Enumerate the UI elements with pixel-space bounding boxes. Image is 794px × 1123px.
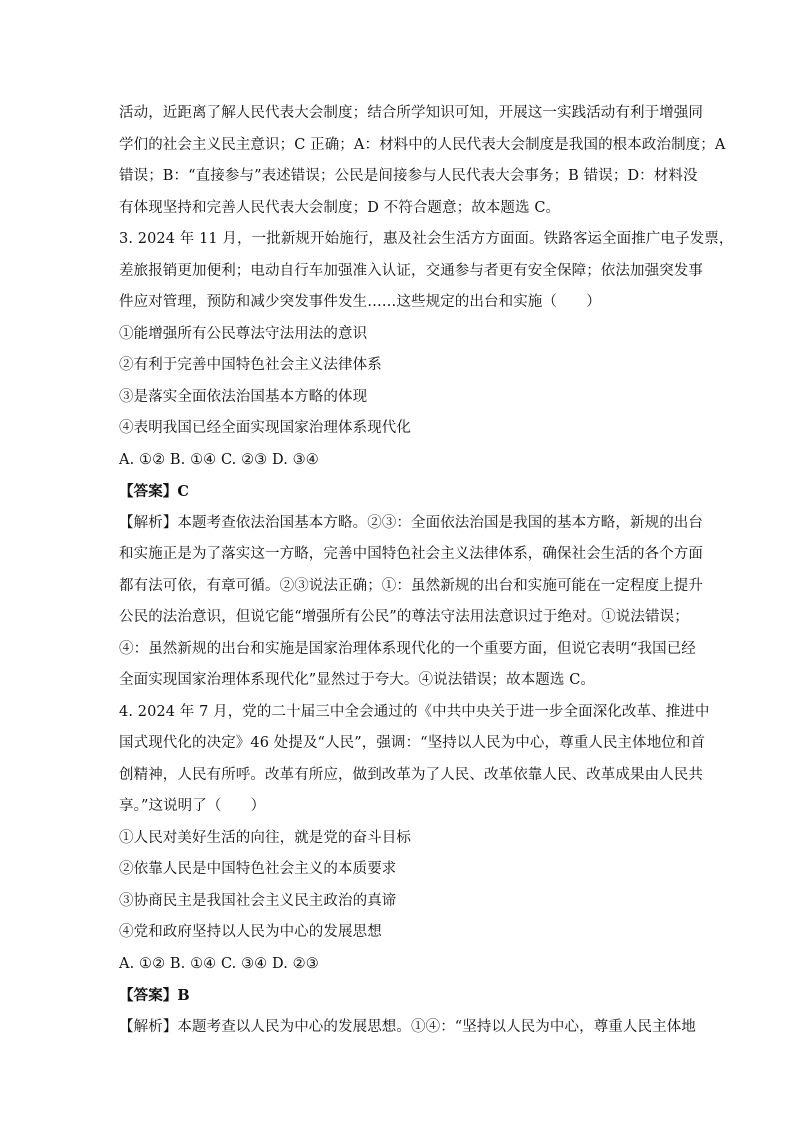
text-line: ③是落实全面依法治国基本方略的体现: [119, 388, 368, 405]
text-line: 和实施正是为了落实这一方略，完善中国特色社会主义法律体系，确保社会生活的各个方面: [119, 546, 703, 562]
text-line: ①能增强所有公民尊法守法用法的意识: [119, 325, 368, 342]
text-line: 公民的法治意识，但说它能“增强所有公民”的尊法守法用法意识过于绝对。①说法错误；: [119, 609, 689, 625]
text-line: 3. 2024 年 11 月，一批新规开始施行，惠及社会生活方方面面。铁路客运全面推广电子发票，: [119, 231, 734, 247]
text-line: 件应对管理，预防和减少突发事件发生……这些规定的出台和实施（ ）: [119, 294, 601, 310]
paragraph: [119, 697, 710, 823]
text-line: 差旅报销更加便利；电动自行车加强准入认证，交通参与者更有安全保障；依法加强突发事: [119, 262, 703, 279]
paragraph: [119, 886, 679, 918]
text-line: ②有利于完善中国特色社会主义法律体系: [119, 357, 382, 373]
paragraph: [119, 508, 703, 697]
text-line: 学们的社会主义民主意识；C 正确；A：材料中的人民代表大会制度是我国的根本政治制度；A: [119, 136, 726, 153]
paragraph: [119, 823, 679, 855]
text-line: ④：虽然新规的出台和实施是国家治理体系现代化的一个重要方面，但说它表明“我国已经: [119, 640, 696, 657]
text-line: 活动，近距离了解人民代表大会制度；结合所学知识可知，开展这一实践活动有利于增强同: [119, 105, 703, 121]
text-line: 国式现代化的决定》46 处提及“人民”，强调：“坚持以人民为中心，尊重人民主体地位和首: [119, 735, 706, 751]
text-line: ③协商民主是我国社会主义民主政治的真谛: [119, 892, 397, 909]
paragraph: [119, 980, 679, 1012]
text-line: 创精神，人民有所呼。改革有所应，做到改革为了人民、改革依靠人民、改革成果由人民共: [119, 766, 703, 783]
text-line: 错误；B：“直接参与”表述错误；公民是间接参与人民代表大会事务；B 错误；D：材料没: [119, 168, 698, 184]
paragraph: [119, 224, 734, 319]
paragraph: [119, 445, 679, 477]
paragraph: [119, 319, 679, 351]
text-line: ②依靠人民是中国特色社会主义的本质要求: [119, 861, 397, 877]
paragraph: [119, 917, 679, 949]
text-line: A. ①② B. ①④ C. ②③ D. ③④: [119, 451, 319, 468]
paragraph: [119, 98, 726, 224]
text-line: 全面实现国家治理体系现代化”显然过于夸大。④说法错误；故本题选 C。: [119, 672, 596, 688]
text-line: 享。”这说明了（ ）: [119, 798, 266, 814]
text-line: 都有法可依，有章可循。②③说法正确；①：虽然新规的出台和实施可能在一定程度上提升: [119, 577, 703, 594]
text-line: 【答案】C: [119, 483, 190, 500]
text-line: A. ①② B. ①④ C. ③④ D. ②③: [119, 955, 319, 972]
text-line: 【解析】本题考查依法治国基本方略。②③：全面依法治国是我国的基本方略，新规的出台: [119, 514, 703, 531]
text-line: ④表明我国已经全面实现国家治理体系现代化: [119, 420, 411, 436]
paragraph: [119, 949, 679, 981]
text-line: 【解析】本题考查以人民为中心的发展思想。①④：“坚持以人民为中心，尊重人民主体地: [119, 1018, 696, 1035]
document-body: [119, 98, 734, 1043]
paragraph: [119, 350, 679, 382]
text-line: 有体现坚持和完善人民代表大会制度；D 不符合题意；故本题选 C。: [119, 199, 561, 216]
paragraph: [119, 476, 679, 508]
paragraph: [119, 1012, 696, 1044]
text-line: ①人民对美好生活的向往，就是党的奋斗目标: [119, 829, 411, 846]
text-line: 【答案】B: [119, 987, 190, 1004]
paragraph: [119, 854, 679, 886]
paragraph: [119, 413, 679, 445]
text-line: ④党和政府坚持以人民为中心的发展思想: [119, 924, 382, 940]
text-line: 4. 2024 年 7 月，党的二十届三中全会通过的《中共中央关于进一步全面深化改革、推进中: [119, 703, 710, 720]
paragraph: [119, 382, 679, 414]
